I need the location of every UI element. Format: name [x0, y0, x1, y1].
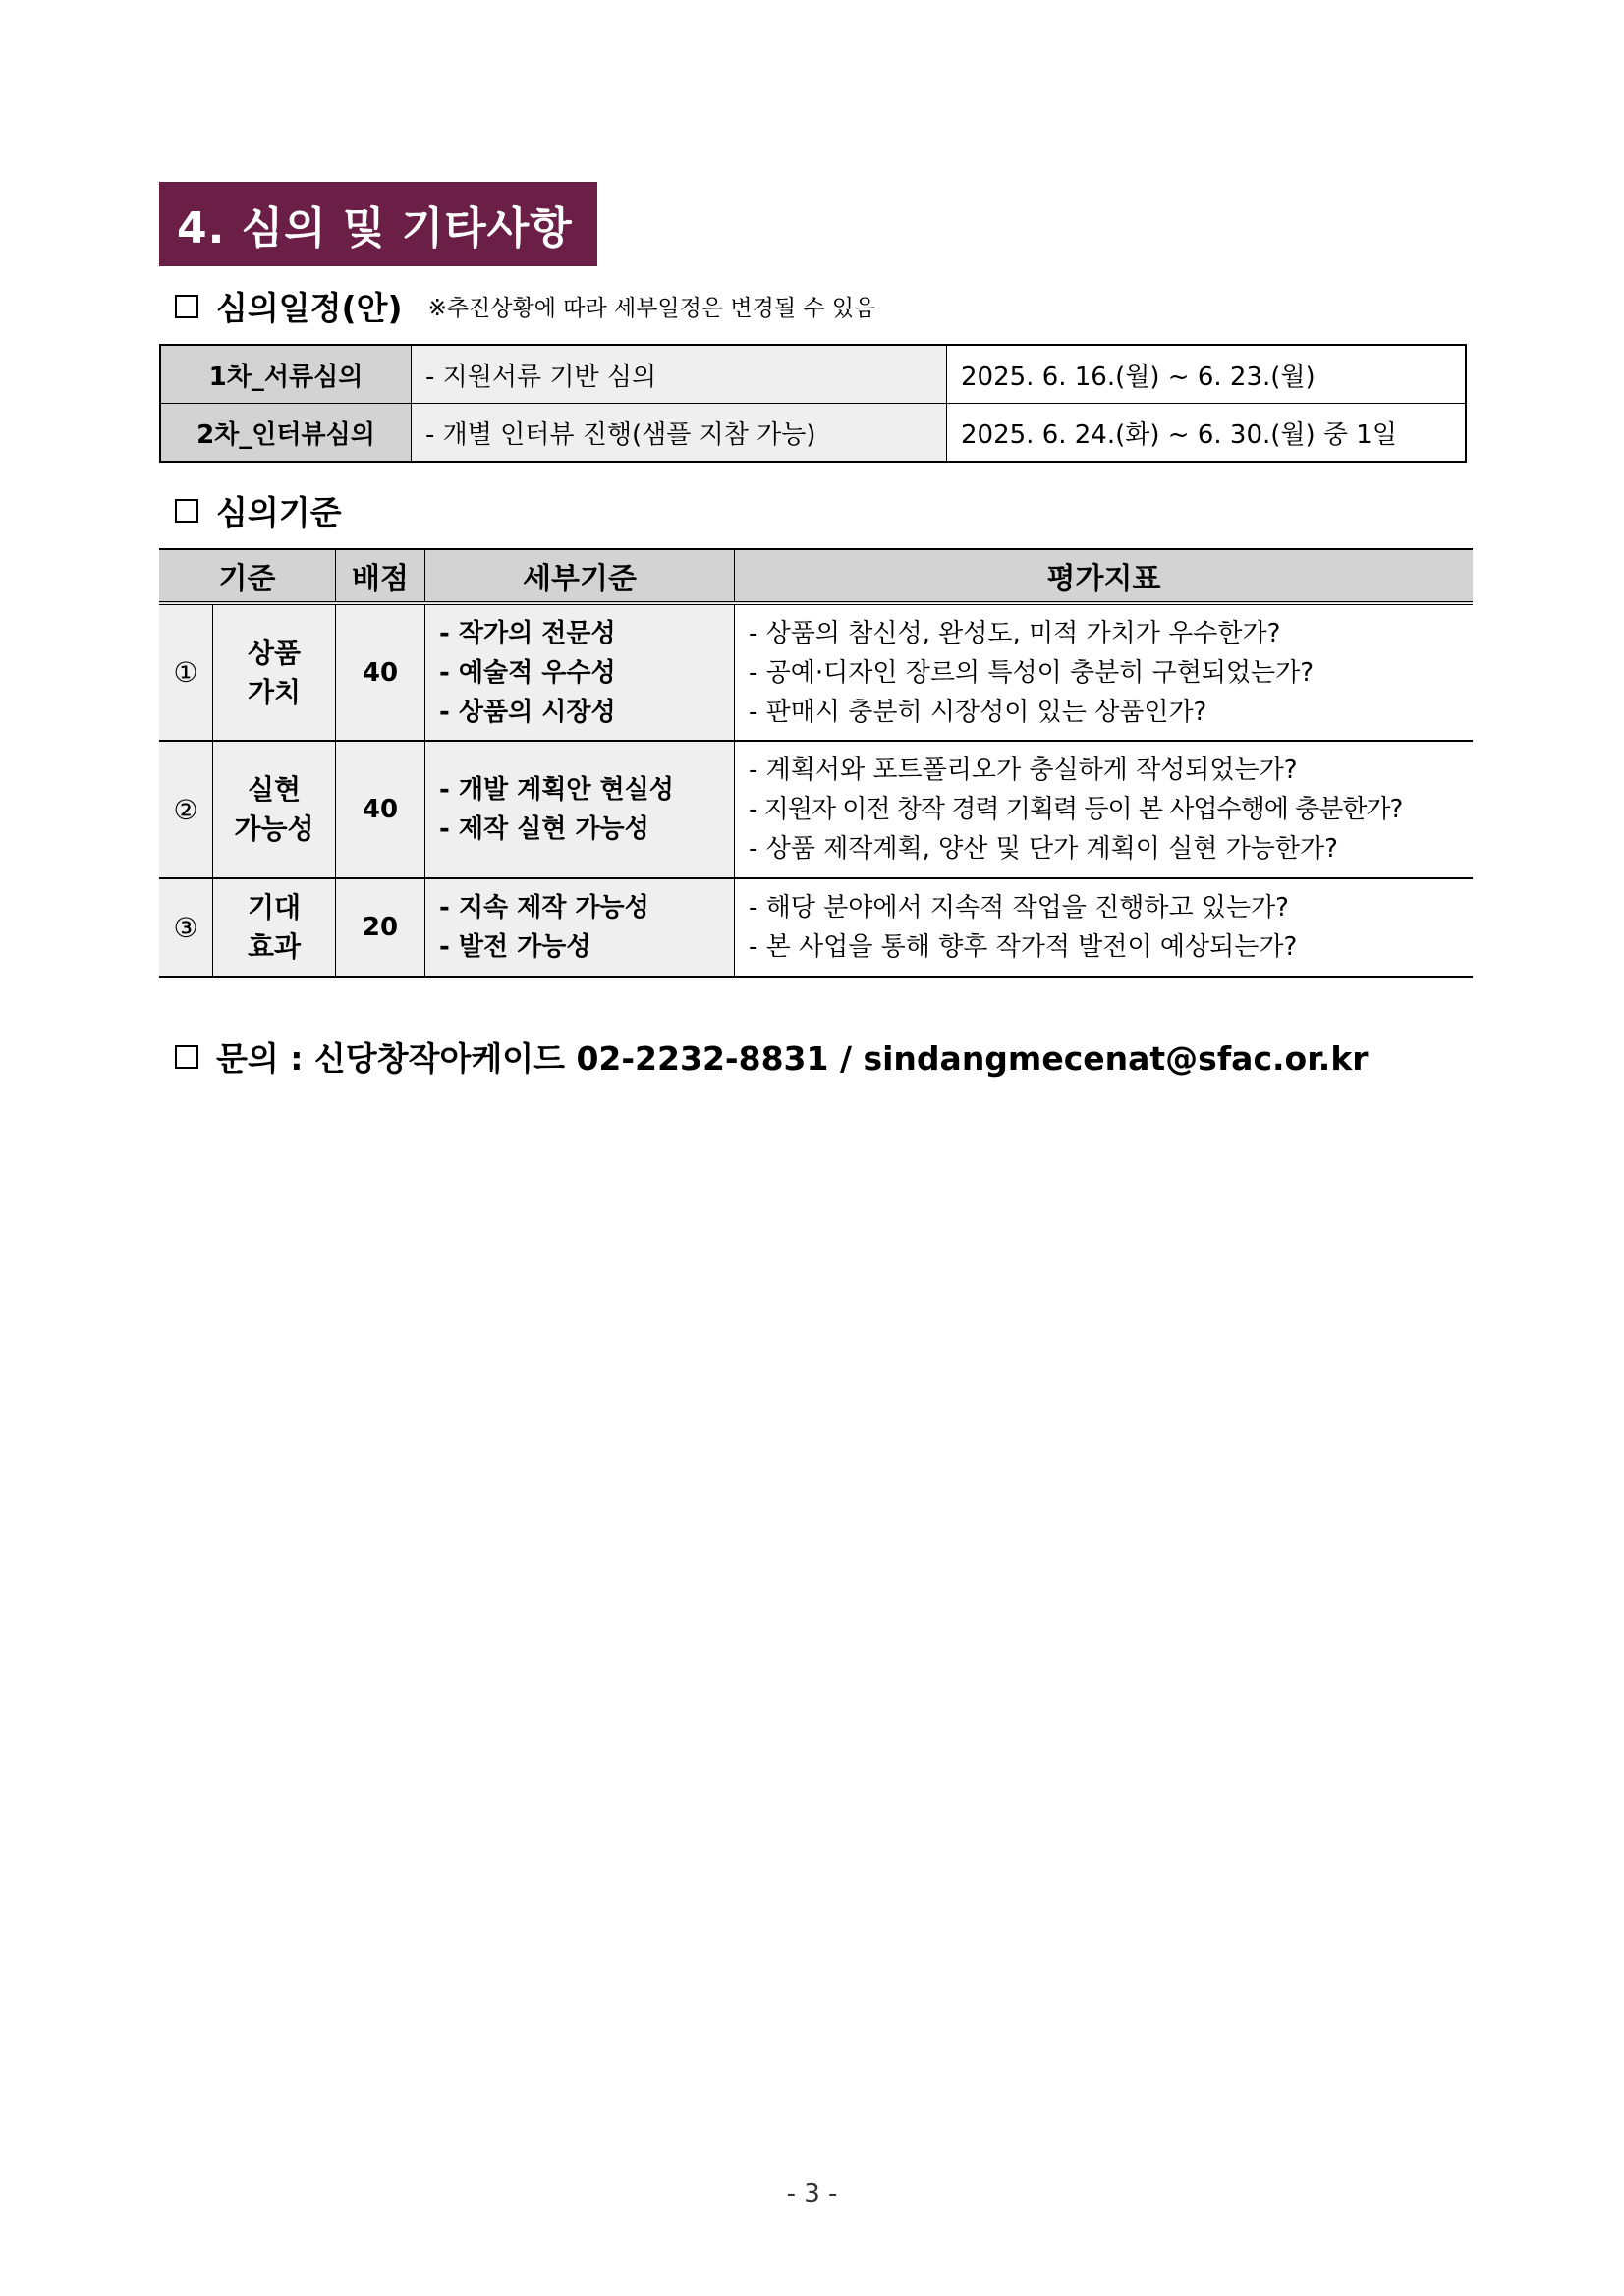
- schedule-stage-date: 2025. 6. 24.(화) ~ 6. 30.(월) 중 1일: [947, 404, 1467, 463]
- detail-item: - 개발 계획안 현실성: [439, 775, 674, 805]
- checkbox-square-icon: [175, 499, 198, 523]
- schedule-heading-text: 심의일정(안): [216, 289, 403, 327]
- table-row: [159, 603, 1473, 741]
- schedule-heading: [175, 283, 875, 329]
- criteria-heading: [175, 487, 342, 533]
- detail-item: - 예술적 우수성: [439, 657, 616, 688]
- schedule-stage-name: 2차_인터뷰심의: [160, 404, 412, 463]
- schedule-stage-name: 1차_서류심의: [160, 345, 412, 404]
- checkbox-square-icon: [175, 295, 198, 318]
- row-number: ①: [159, 603, 213, 741]
- row-number: ③: [159, 878, 213, 977]
- criterion-name-line: 기대: [247, 891, 302, 924]
- schedule-table: [159, 344, 1467, 463]
- detail-item: - 작가의 전문성: [439, 618, 616, 648]
- index-item: - 본 사업을 통해 향후 작가적 발전이 예상되는가?: [749, 932, 1298, 962]
- detail-item: - 제작 실현 가능성: [439, 814, 649, 844]
- header-criterion: 기준: [159, 549, 336, 603]
- schedule-note: ※추진상황에 따라 세부일정은 변경될 수 있음: [427, 296, 876, 321]
- detail-item: - 지속 제작 가능성: [439, 893, 649, 923]
- criterion-name: [213, 603, 336, 741]
- criterion-name: [213, 878, 336, 977]
- contact-text: 문의 : 신당창작아케이드 02-2232-8831 / sindangmecenat@sfac.or.kr: [216, 1039, 1369, 1078]
- header-index: 평가지표: [735, 549, 1474, 603]
- section-title: 4. 심의 및 기타사항: [159, 182, 597, 266]
- criterion-name-line: 가치: [247, 675, 302, 708]
- criterion-name: [213, 741, 336, 878]
- row-number: ②: [159, 741, 213, 878]
- criterion-name-line: 실현: [247, 773, 302, 806]
- table-row: [159, 741, 1473, 878]
- criterion-details: [425, 878, 735, 977]
- criterion-score: 20: [336, 878, 425, 977]
- table-row: [159, 878, 1473, 977]
- detail-item: - 상품의 시장성: [439, 697, 616, 727]
- criterion-name-line: 상품: [247, 636, 302, 669]
- criterion-indices: [735, 741, 1474, 878]
- contact-line: [175, 1034, 1369, 1080]
- index-item: - 판매시 충분히 시장성이 있는 상품인가?: [749, 697, 1207, 727]
- detail-item: - 발전 가능성: [439, 932, 591, 962]
- checkbox-square-icon: [175, 1045, 198, 1069]
- page-number: - 3 -: [786, 2179, 838, 2209]
- header-score: 배점: [336, 549, 425, 603]
- index-item: - 해당 분야에서 지속적 작업을 진행하고 있는가?: [749, 893, 1289, 923]
- criterion-indices: [735, 878, 1474, 977]
- criterion-details: [425, 741, 735, 878]
- index-item: - 상품의 참신성, 완성도, 미적 가치가 우수한가?: [749, 618, 1281, 648]
- criterion-score: 40: [336, 603, 425, 741]
- table-row: [160, 404, 1466, 463]
- index-item: - 지원자 이전 창작 경력 기획력 등이 본 사업수행에 충분한가?: [749, 795, 1403, 824]
- criteria-table: [159, 548, 1473, 978]
- schedule-stage-date: 2025. 6. 16.(월) ~ 6. 23.(월): [947, 345, 1467, 404]
- criterion-indices: [735, 603, 1474, 741]
- index-item: - 공예·디자인 장르의 특성이 충분히 구현되었는가?: [749, 657, 1315, 688]
- schedule-stage-desc: - 개별 인터뷰 진행(샘플 지참 가능): [412, 404, 947, 463]
- criterion-name-line: 효과: [247, 930, 302, 963]
- table-header-row: [159, 549, 1473, 603]
- criterion-score: 40: [336, 741, 425, 878]
- table-row: [160, 345, 1466, 404]
- criterion-name-line: 가능성: [234, 812, 314, 845]
- schedule-stage-desc: - 지원서류 기반 심의: [412, 345, 947, 404]
- criterion-details: [425, 603, 735, 741]
- index-item: - 계획서와 포트폴리오가 충실하게 작성되었는가?: [749, 756, 1298, 785]
- criteria-heading-text: 심의기준: [216, 493, 342, 532]
- index-item: - 상품 제작계획, 양산 및 단가 계획이 실현 가능한가?: [749, 834, 1338, 864]
- header-detail: 세부기준: [425, 549, 735, 603]
